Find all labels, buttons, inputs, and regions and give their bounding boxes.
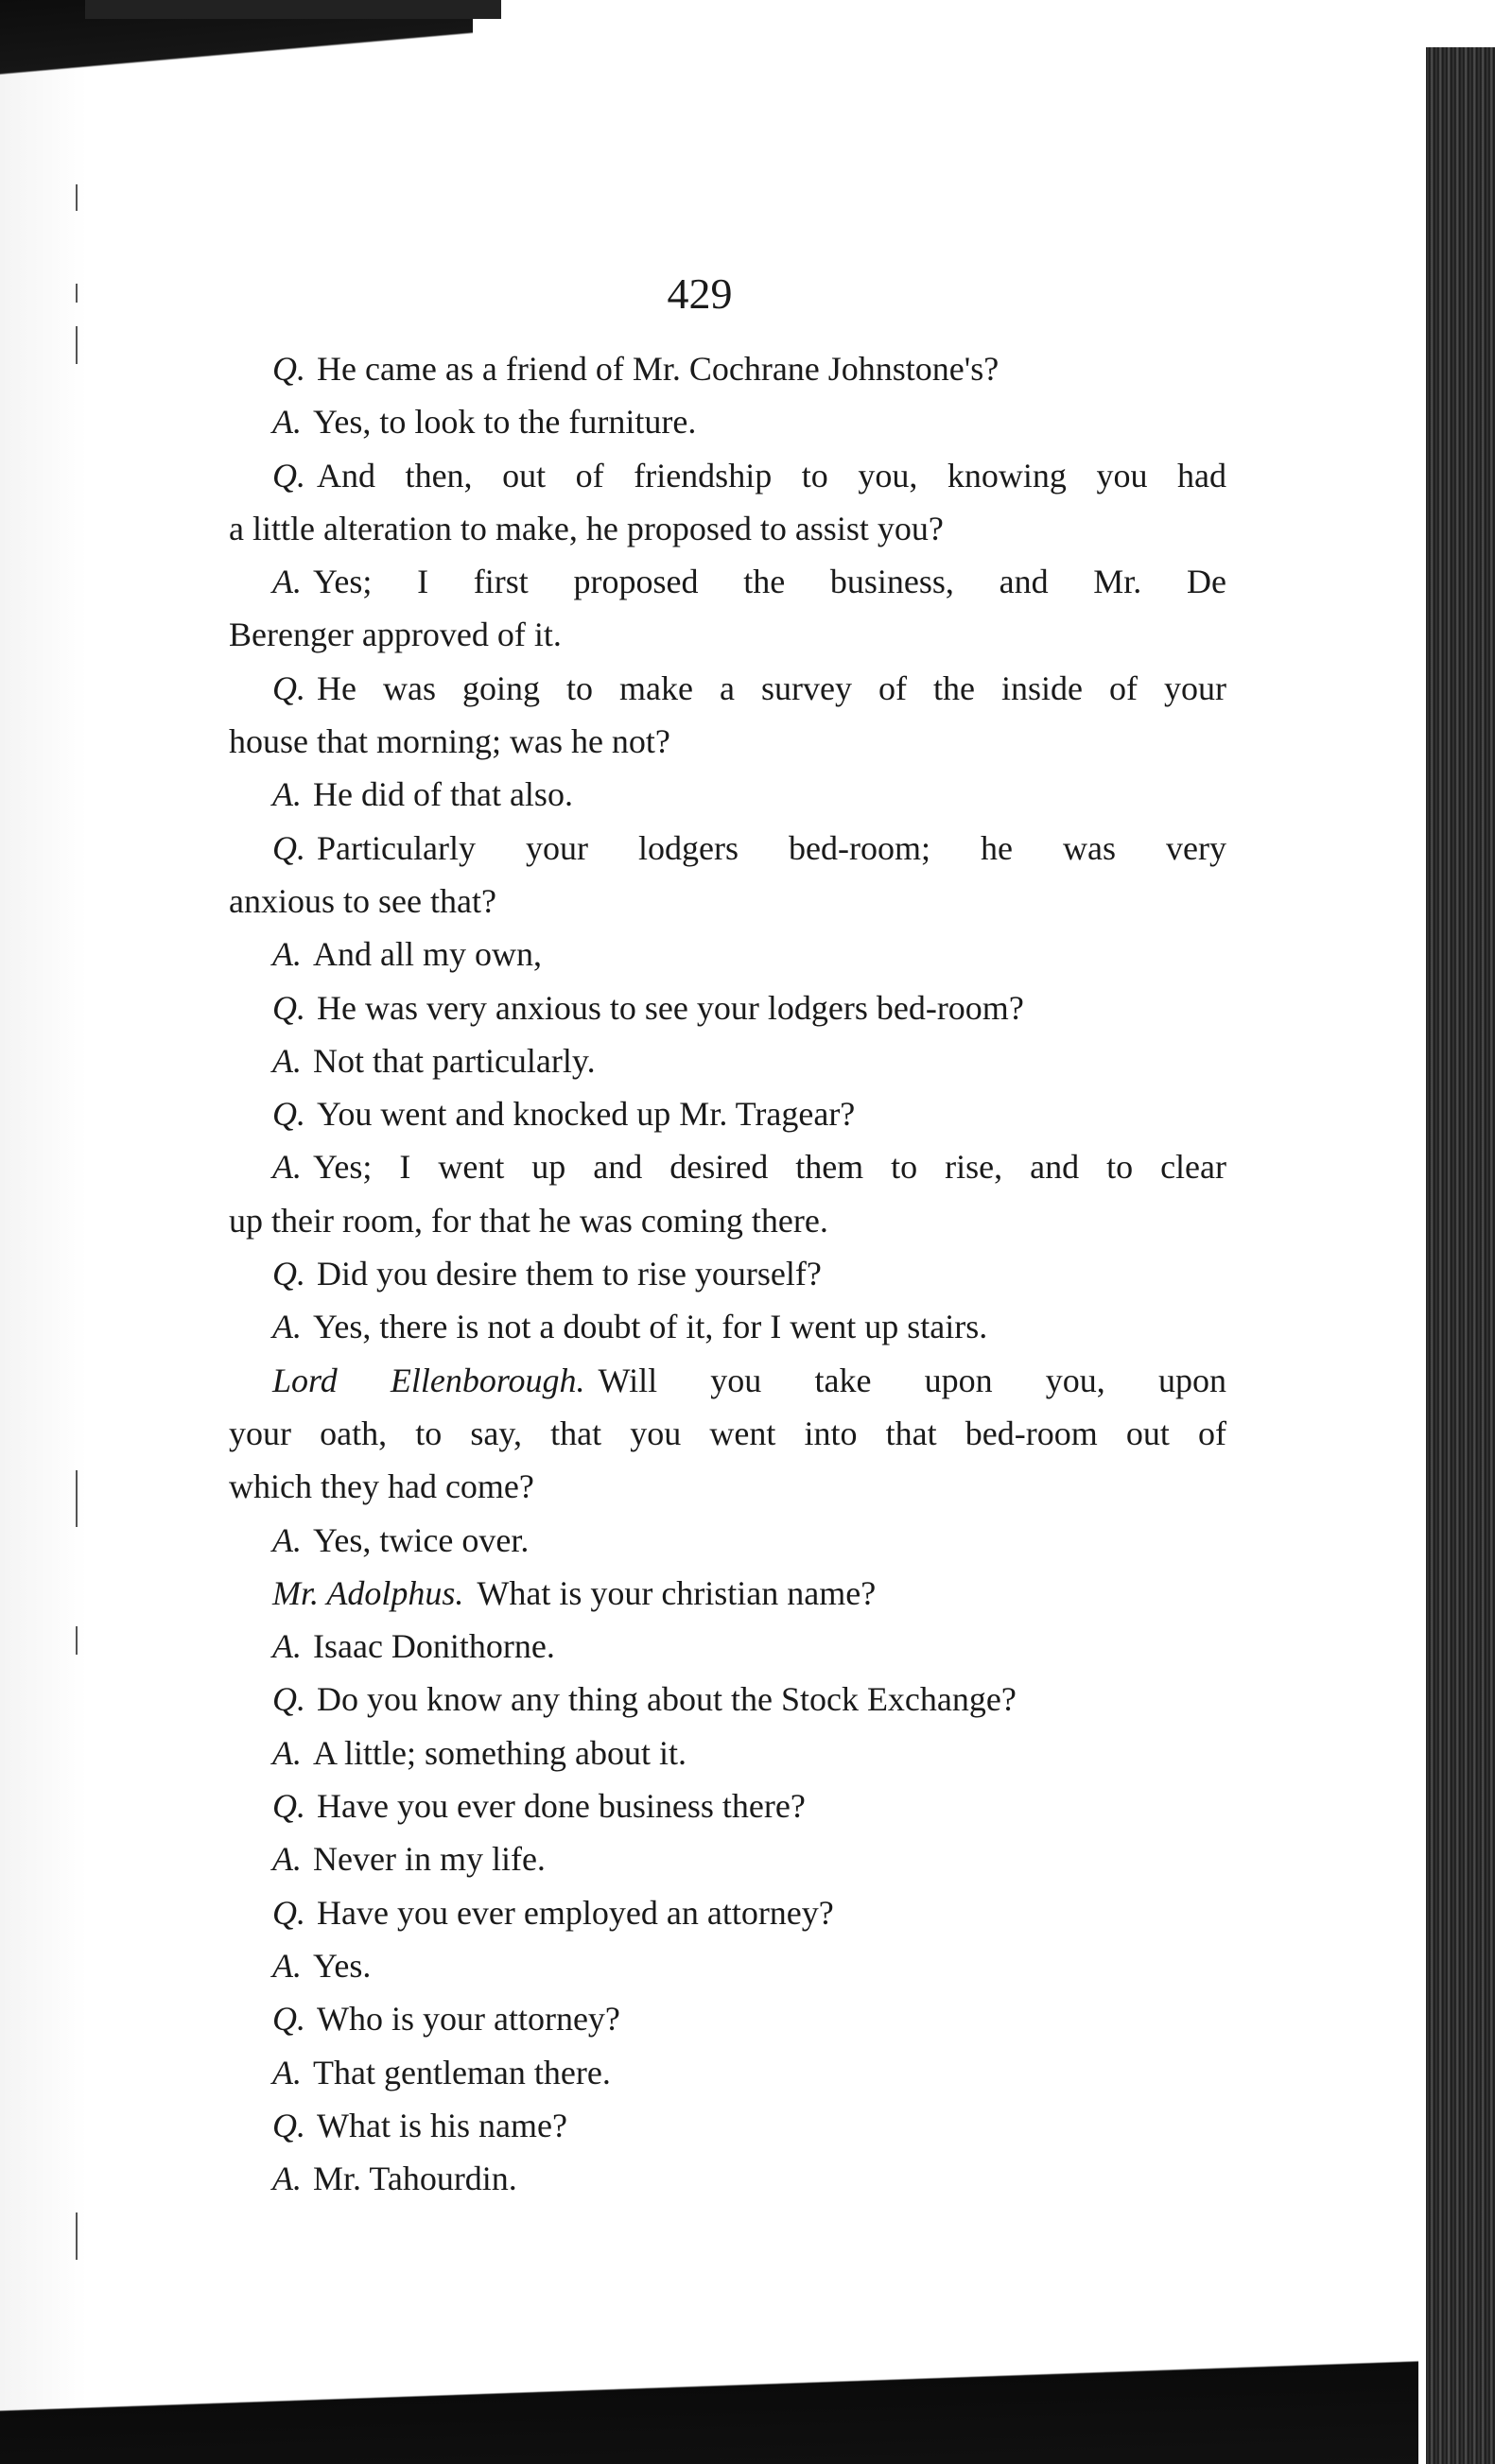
- text-line: [229, 502, 1226, 555]
- speaker-label: Q.: [272, 1255, 305, 1293]
- text-line: [229, 1620, 1226, 1673]
- text-line: [229, 449, 1226, 502]
- text-line: [229, 1832, 1226, 1885]
- line-text: anxious to see that?: [229, 881, 496, 920]
- text-line: [229, 2152, 1226, 2205]
- speaker-label: Q.: [272, 1680, 305, 1719]
- scan-shadow-bottom: [0, 2354, 1418, 2464]
- line-text: which they had come?: [229, 1467, 534, 1506]
- text-line: [229, 1514, 1226, 1567]
- margin-mark: [76, 2212, 78, 2260]
- margin-mark: [76, 1626, 78, 1655]
- speaker-label: Q.: [272, 1893, 305, 1932]
- speaker-label: Q.: [272, 2000, 305, 2039]
- speaker-label: Q.: [272, 1095, 305, 1134]
- scan-shadow-top: [0, 0, 473, 142]
- text-line: [229, 1886, 1226, 1939]
- text-line: [229, 768, 1226, 821]
- text-line: [229, 1460, 1226, 1513]
- speaker-label: A.: [272, 1041, 302, 1080]
- text-line: [229, 1992, 1226, 2045]
- speaker-label: A.: [272, 2160, 302, 2198]
- speaker-label: A.: [272, 563, 302, 601]
- text-line: [229, 1673, 1226, 1726]
- line-text: Yes, twice over.: [313, 1520, 530, 1559]
- speaker-label: Lord Ellenborough.: [272, 1361, 585, 1399]
- speaker-label: Q.: [272, 668, 305, 707]
- text-line: [229, 2046, 1226, 2099]
- line-text: house that morning; was he not?: [229, 722, 670, 761]
- speaker-label: A.: [272, 2053, 302, 2091]
- speaker-label: Q.: [272, 988, 305, 1027]
- page-body-text: [229, 342, 1226, 2205]
- text-line: [229, 1247, 1226, 1300]
- page-number: 429: [667, 269, 733, 318]
- line-text: Isaac Donithorne.: [313, 1627, 555, 1666]
- margin-mark: [76, 1470, 78, 1527]
- text-line: [229, 1300, 1226, 1353]
- line-text: your oath, to say, that you went into that bed-room out of: [229, 1414, 1226, 1452]
- line-text: What is your christian name?: [477, 1573, 877, 1612]
- speaker-label: A.: [272, 1946, 302, 1985]
- line-text: Particularly your lodgers bed-room; he was very: [317, 828, 1226, 867]
- speaker-label: Mr. Adolphus.: [272, 1573, 464, 1612]
- line-text: He did of that also.: [313, 775, 573, 814]
- margin-mark: [76, 326, 78, 364]
- speaker-label: Q.: [272, 456, 305, 495]
- line-text: Yes; I went up and desired them to rise, and to clear: [313, 1148, 1226, 1187]
- speaker-label: A.: [272, 1520, 302, 1559]
- text-line: [229, 1939, 1226, 1992]
- line-text: Did you desire them to rise yourself?: [317, 1255, 822, 1293]
- speaker-label: A.: [272, 1148, 302, 1187]
- speaker-label: Q.: [272, 350, 305, 388]
- text-line: [229, 1779, 1226, 1832]
- line-text: He came as a friend of Mr. Cochrane Johnstone's?: [317, 350, 1000, 388]
- line-text: Never in my life.: [313, 1840, 546, 1879]
- line-text: up their room, for that he was coming there.: [229, 1201, 828, 1240]
- line-text: And then, out of friendship to you, knowing you had: [317, 456, 1226, 495]
- text-line: [229, 822, 1226, 875]
- text-line: [229, 928, 1226, 980]
- line-text: Not that particularly.: [313, 1041, 596, 1080]
- speaker-label: Q.: [272, 828, 305, 867]
- line-text: Yes, to look to the furniture.: [313, 403, 697, 442]
- text-line: [229, 1727, 1226, 1779]
- speaker-label: A.: [272, 935, 302, 974]
- line-text: A little; something about it.: [313, 1733, 687, 1772]
- speaker-label: A.: [272, 1627, 302, 1666]
- text-line: [229, 1034, 1226, 1087]
- text-line: [229, 1407, 1226, 1460]
- text-line: [229, 1140, 1226, 1193]
- text-line: [229, 1354, 1226, 1407]
- speaker-label: A.: [272, 1840, 302, 1879]
- margin-mark: [76, 184, 78, 211]
- line-text: He was going to make a survey of the inside of your: [317, 668, 1226, 707]
- line-text: Yes, there is not a doubt of it, for I went up stairs.: [313, 1308, 988, 1346]
- text-line: [229, 342, 1226, 395]
- line-text: Have you ever employed an attorney?: [317, 1893, 834, 1932]
- line-text: Yes; I first proposed the business, and Mr. De: [313, 563, 1226, 601]
- text-line: [229, 608, 1226, 661]
- line-text: What is his name?: [317, 2106, 567, 2144]
- line-text: a little alteration to make, he proposed to assist you?: [229, 509, 944, 547]
- text-line: [229, 395, 1226, 448]
- text-line: [229, 981, 1226, 1034]
- text-line: [229, 2099, 1226, 2152]
- speaker-label: A.: [272, 403, 302, 442]
- text-line: [229, 875, 1226, 928]
- text-line: [229, 555, 1226, 608]
- speaker-label: A.: [272, 1308, 302, 1346]
- line-text: He was very anxious to see your lodgers bed-room?: [317, 988, 1024, 1027]
- line-text: Do you know any thing about the Stock Exchange?: [317, 1680, 1017, 1719]
- speaker-label: A.: [272, 775, 302, 814]
- scan-left-edge: [0, 0, 87, 2464]
- book-spine-edge: [1426, 47, 1495, 2464]
- line-text: Have you ever done business there?: [317, 1787, 806, 1826]
- line-text: Who is your attorney?: [317, 2000, 620, 2039]
- text-line: [229, 662, 1226, 715]
- scan-strip-top: [85, 0, 501, 19]
- speaker-label: A.: [272, 1733, 302, 1772]
- line-text: Will you take upon you, upon: [598, 1361, 1226, 1399]
- text-line: [229, 1194, 1226, 1247]
- text-line: [229, 715, 1226, 768]
- line-text: And all my own,: [313, 935, 542, 974]
- line-text: Berenger approved of it.: [229, 616, 562, 654]
- line-text: Yes.: [313, 1946, 372, 1985]
- line-text: You went and knocked up Mr. Tragear?: [317, 1095, 856, 1134]
- line-text: That gentleman there.: [313, 2053, 611, 2091]
- text-line: [229, 1087, 1226, 1140]
- speaker-label: Q.: [272, 1787, 305, 1826]
- line-text: Mr. Tahourdin.: [313, 2160, 517, 2198]
- text-line: [229, 1567, 1226, 1620]
- speaker-label: Q.: [272, 2106, 305, 2144]
